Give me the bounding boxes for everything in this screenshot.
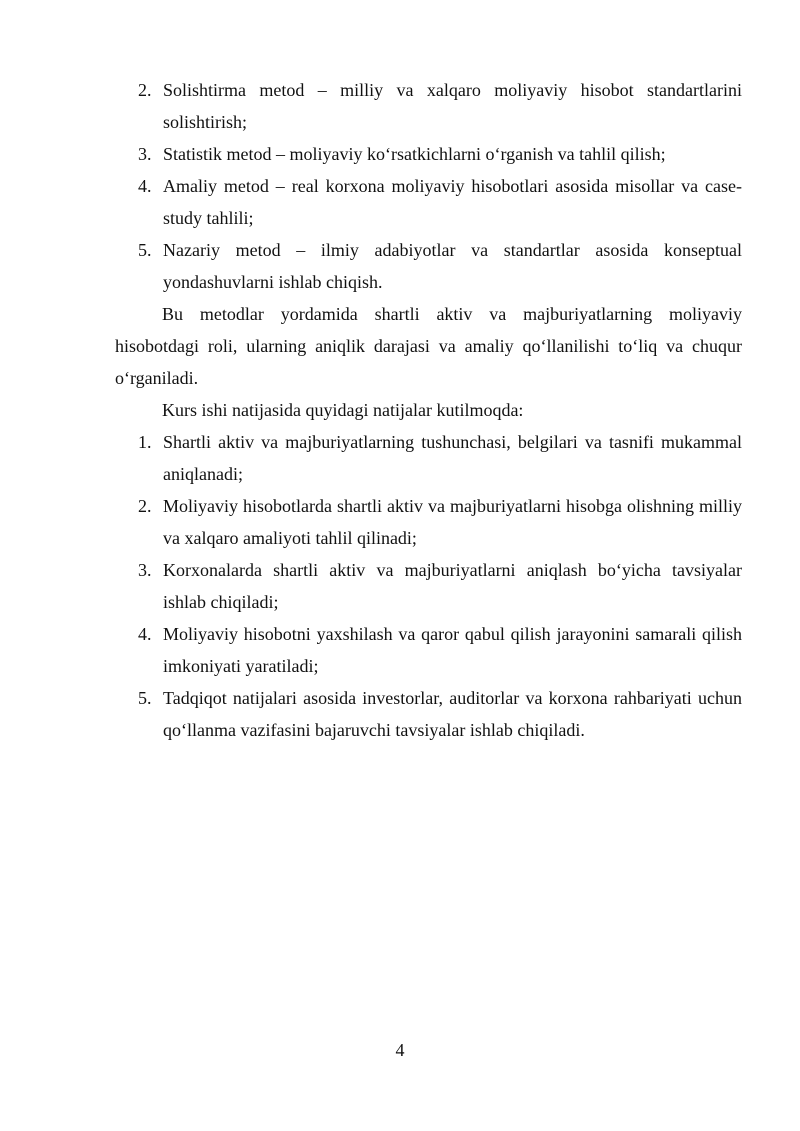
list-number: 4. (138, 176, 152, 196)
list-item-text: Korxonalarda shartli aktiv va majburiyatlarni aniqlash boʻyicha tavsiyalar ishlab chiqiladi; (163, 560, 742, 612)
list-number: 5. (138, 688, 152, 708)
list-item-text: Amaliy metod – real korxona moliyaviy hisobotlari asosida misollar va case-study tahlili; (163, 176, 742, 228)
list-item (115, 74, 742, 138)
page-number: 4 (395, 1040, 405, 1060)
list-item (115, 138, 742, 170)
list-item-text: Nazariy metod – ilmiy adabiyotlar va standartlar asosida konseptual yondashuvlarni ishlab chiqish. (163, 240, 742, 292)
list-item-text: Moliyaviy hisobotni yaxshilash va qaror qabul qilish jarayonini samarali qilish imkoniyati yaratiladi; (163, 624, 742, 676)
list-number: 4. (138, 624, 152, 644)
list-number: 2. (138, 496, 152, 516)
list-item-text: Statistik metod – moliyaviy koʻrsatkichlarni oʻrganish va tahlil qilish; (163, 144, 666, 164)
paragraph-methods: Bu metodlar yordamida shartli aktiv va majburiyatlarning moliyaviy hisobotdagi roli, ularning aniqlik darajasi va amaliy qoʻllanilishi toʻliq va chuqur oʻrganiladi. (115, 304, 742, 388)
list-item (115, 426, 742, 490)
list-item (115, 234, 742, 298)
list-item (115, 554, 742, 618)
list-number: 2. (138, 80, 152, 100)
list-item-text: Tadqiqot natijalari asosida investorlar, auditorlar va korxona rahbariyati uchun qoʻllanma vazifasini bajaruvchi tavsiyalar ishlab chiqiladi. (163, 688, 742, 740)
paragraph-results-intro: Kurs ishi natijasida quyidagi natijalar kutilmoqda: (162, 400, 524, 420)
list-number: 3. (138, 144, 152, 164)
list-item (115, 170, 742, 234)
list-number: 1. (138, 432, 152, 452)
list-item-text: Moliyaviy hisobotlarda shartli aktiv va majburiyatlarni hisobga olishning milliy va xalqaro amaliyoti tahlil qilinadi; (163, 496, 742, 548)
list-item (115, 490, 742, 554)
list-number: 3. (138, 560, 152, 580)
document-body (115, 74, 742, 746)
list-item (115, 682, 742, 746)
list-item-text: Solishtirma metod – milliy va xalqaro moliyaviy hisobot standartlarini solishtirish; (163, 80, 742, 132)
list-number: 5. (138, 240, 152, 260)
list-item (115, 618, 742, 682)
list-item-text: Shartli aktiv va majburiyatlarning tushunchasi, belgilari va tasnifi mukammal aniqlanadi; (163, 432, 742, 484)
